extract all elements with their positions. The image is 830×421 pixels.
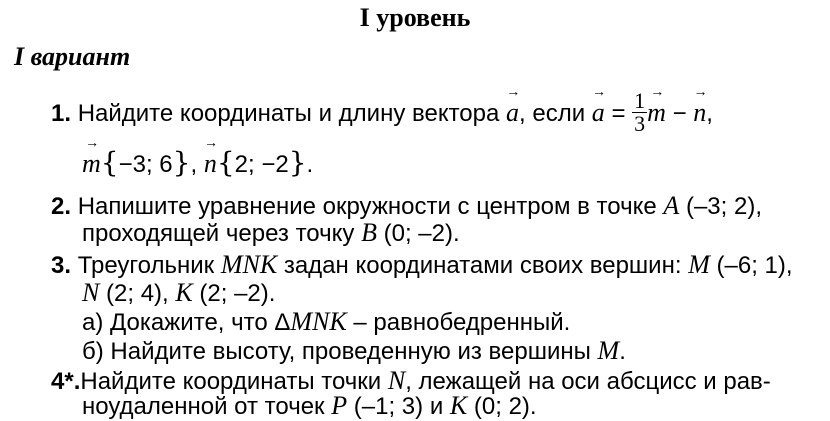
task-number: 2. (51, 193, 72, 220)
task-text: Найдите координаты точки (80, 368, 382, 395)
vertex-n-coordinates: (2; 4), (106, 280, 169, 307)
task-1-line-2 (82, 146, 313, 179)
sub-a-text: – равнобедренный. (346, 309, 571, 336)
vertex-m: M (688, 250, 710, 279)
task-1-line-1 (51, 88, 713, 137)
vertex-m: M (597, 336, 620, 365)
task-number: 4*. (51, 368, 81, 395)
fraction-denominator: 3 (634, 111, 646, 136)
point-k-coordinates: (0; 2). (473, 393, 537, 420)
vector-n: → n (693, 98, 706, 128)
close-brace: } (172, 146, 191, 179)
vector-m: → m (647, 98, 666, 128)
variant-title: I вариант (14, 42, 131, 71)
task-number: 1. (51, 99, 72, 127)
minus-sign: − (665, 99, 694, 127)
point-p-coordinates: (–1; 3) и (353, 393, 444, 420)
vector-a: → a (506, 98, 519, 128)
triangle-name: MNK (220, 250, 278, 279)
period: . (306, 151, 314, 178)
close-brace: } (288, 146, 307, 179)
vertex-m-coordinates: (–6; 1), (716, 252, 793, 279)
task-3-line-2 (82, 278, 275, 308)
point-p: P (331, 391, 348, 420)
task-3-line-1 (51, 250, 793, 280)
task-text: Найдите координаты и длину вектора (77, 99, 500, 127)
task-3-sub-b (82, 336, 626, 366)
task-text: , лежащей на оси абсцисс и рав- (405, 368, 771, 395)
period: . (619, 338, 626, 365)
task-4-line-2 (82, 391, 537, 421)
open-brace: { (100, 146, 119, 179)
equals-sign: = (604, 99, 633, 127)
task-text: задан координатами своих вершин: (283, 252, 682, 279)
vector-a: → a (592, 98, 605, 128)
fraction-numerator: 1 (634, 88, 646, 113)
level-title: I уровень (359, 3, 471, 32)
open-brace: { (216, 146, 235, 179)
point-a: A (663, 191, 680, 220)
task-2-line-2 (82, 218, 460, 248)
vector-n: → n (204, 149, 217, 179)
m-coordinates: −3; 6 (118, 151, 173, 178)
task-text: Треугольник (77, 252, 215, 279)
comma: , (706, 99, 713, 127)
separator: , (190, 151, 204, 178)
task-2-line-1 (51, 191, 762, 221)
sub-b-text: б) Найдите высоту, проведенную из вершины (82, 338, 591, 365)
point-b: B (361, 218, 377, 247)
vertex-n: N (82, 278, 100, 307)
task-text: , если (519, 99, 586, 127)
vertex-k-coordinates: (2; –2). (199, 280, 276, 307)
task-3-sub-a (82, 307, 570, 337)
task-text: проходящей через точку (82, 220, 355, 247)
n-coordinates: 2; −2 (234, 151, 289, 178)
point-a-coordinates: (–3; 2), (685, 193, 762, 220)
vertex-k: K (175, 278, 193, 307)
triangle-name: MNK (290, 307, 347, 336)
sub-a-text: а) Докажите, что Δ (82, 309, 291, 336)
task-text: ноудаленной от точек (82, 393, 325, 420)
task-number: 3. (51, 252, 72, 279)
fraction-one-third (632, 90, 647, 135)
point-k: K (449, 391, 468, 420)
task-text: Напишите уравнение окружности с центром в точке (77, 193, 657, 220)
point-n: N (387, 366, 406, 395)
point-b-coordinates: (0; –2). (383, 220, 460, 247)
vector-m: → m (82, 149, 101, 179)
